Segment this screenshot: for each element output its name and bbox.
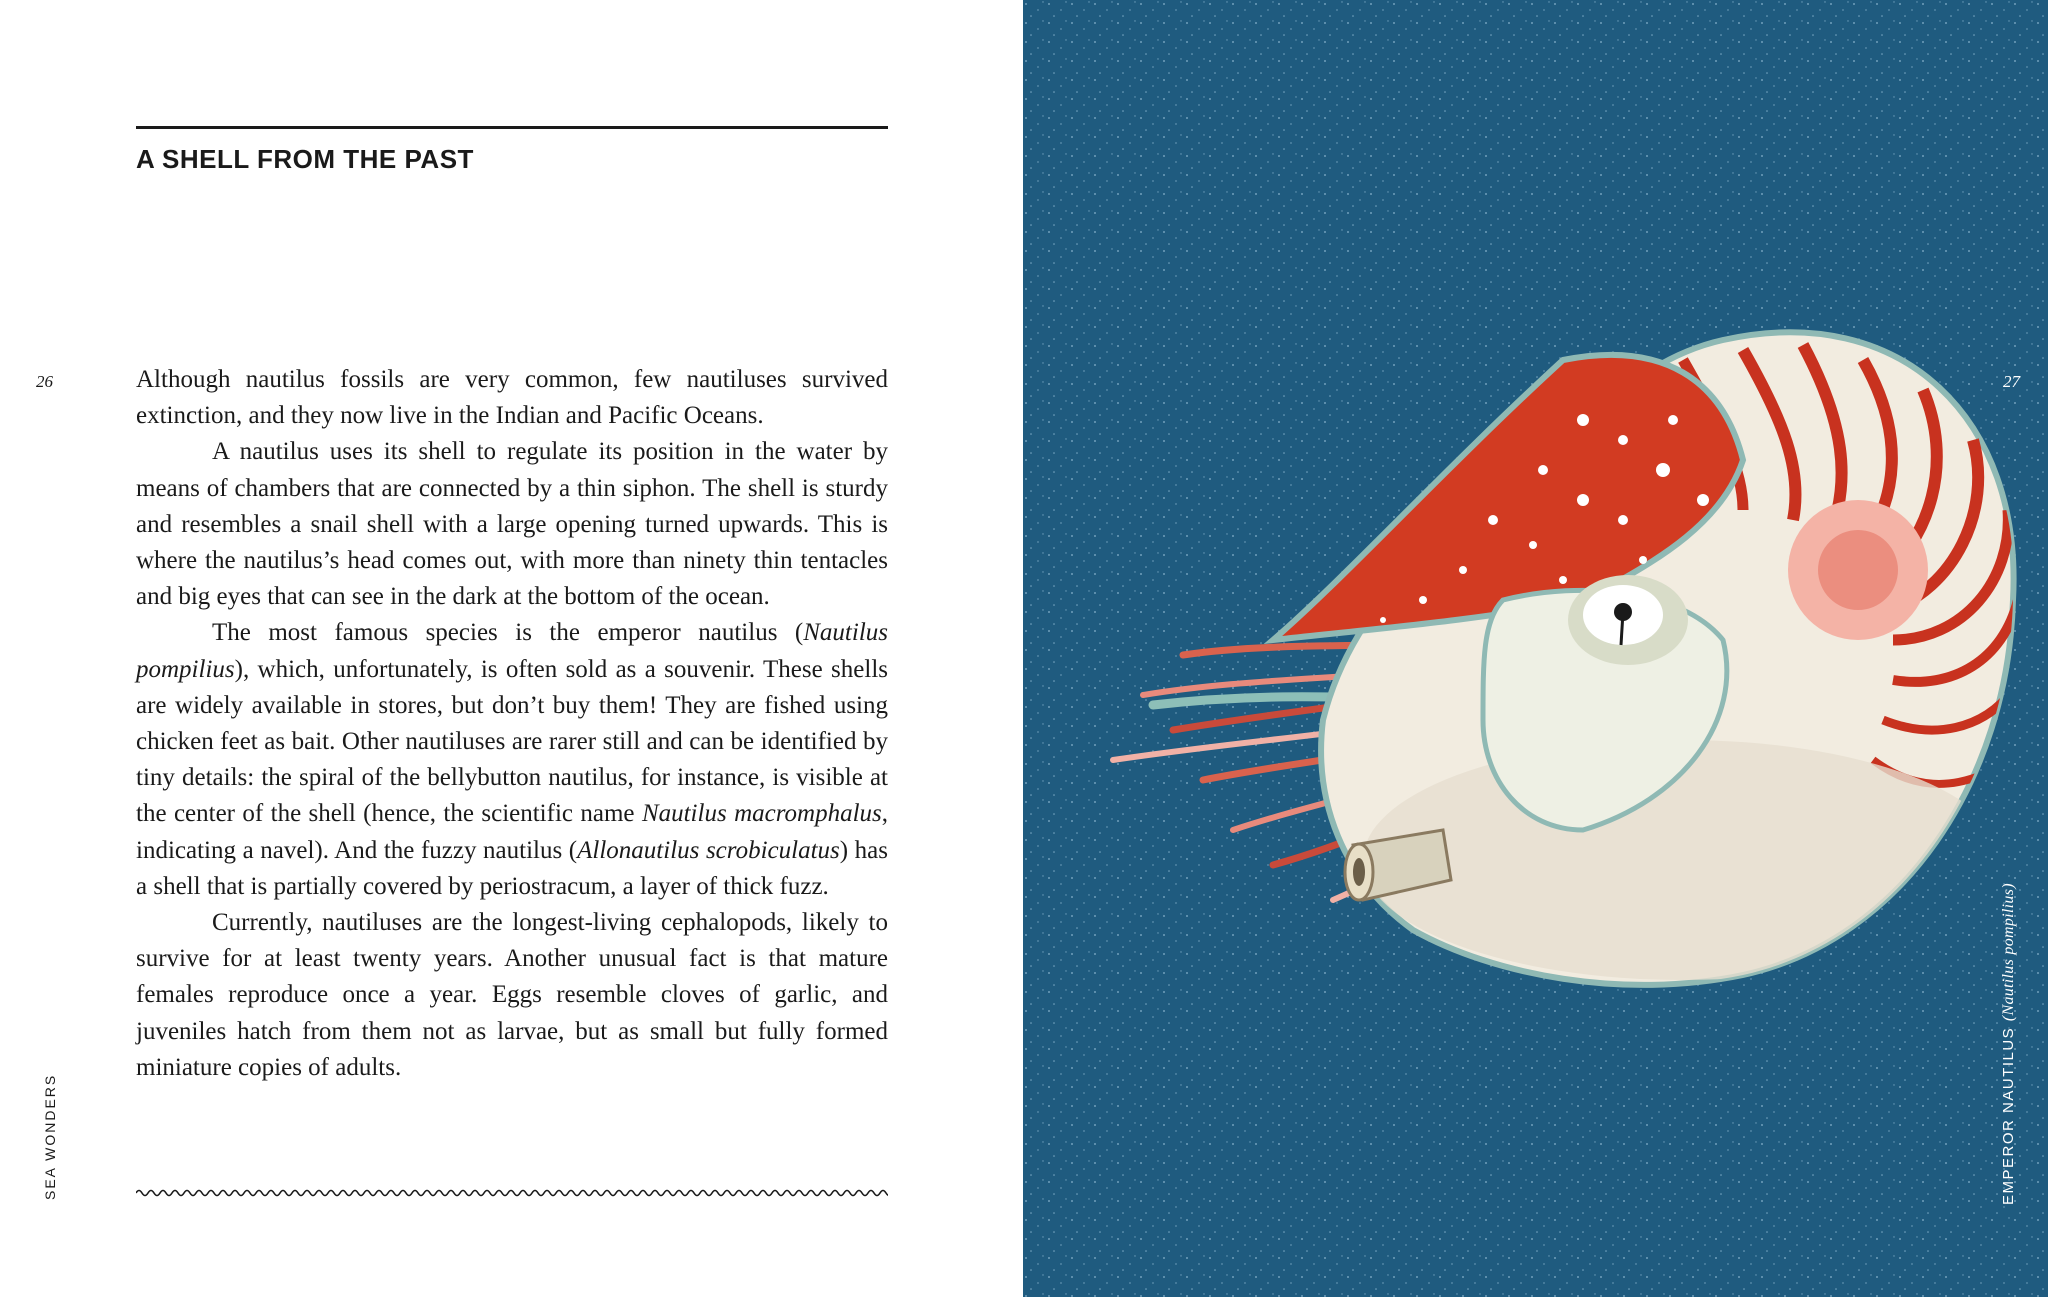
illustration-caption	[2000, 883, 2018, 1205]
right-page	[1023, 0, 2048, 1297]
paragraph-3-text-c: ), which, unfortunately, is often sold as a souvenir. These shells are widely available in stores, but don’t buy them! They are fished using chicken feet as bait. Other nautiluses are rarer still and can be identified by tiny details: the spiral of the bellybutton nautilus, for instance, is visible at the center of the shell (hence, the scientific name	[136, 655, 888, 828]
running-head: SEA WONDERS	[42, 1073, 58, 1200]
nautilus-illustration	[1023, 0, 2048, 1297]
body-text	[136, 362, 888, 1086]
caption-common-name: EMPEROR NAUTILUS	[2000, 1021, 2017, 1205]
paragraph-4: Currently, nautiluses are the longest-living cephalopods, likely to survive for at least twenty years. Another unusual fact is that mature females reproduce once a year. Eggs resemble cloves of garlic, and juveniles hatch from them not as larvae, but as small but fully formed miniature copies of adults.	[136, 909, 888, 1081]
species-name-macromphalus: Nautilus macromphalus	[641, 800, 882, 828]
species-name-pompilius: Nautilus pompilius	[136, 619, 888, 683]
wavy-divider	[136, 1186, 888, 1200]
left-page	[0, 0, 1023, 1297]
paragraph-1: Although nautilus fossils are very common, few nautiluses survived extinction, and they now live in the Indian and Pacific Oceans.	[136, 366, 888, 430]
paragraph-3-text-e: , indicating a navel). And the fuzzy nautilus (	[136, 800, 889, 864]
species-name-scrobiculatus: Allonautilus scrobiculatus	[577, 836, 840, 864]
paragraph-2: A nautilus uses its shell to regulate its position in the water by means of chambers that are connected by a thin siphon. The shell is sturdy and resembles a snail shell with a large opening turned upwards. This is where the nautilus’s head comes out, with more than ninety thin tentacles and big eyes that can see in the dark at the bottom of the ocean.	[136, 438, 888, 611]
page-number-right: 27	[2003, 372, 2020, 391]
caption-scientific-name: (Nautilus pompilius)	[2000, 883, 2017, 1022]
page-number-left: 26	[36, 372, 53, 391]
paragraph-3-text-a: The most famous species is the emperor nautilus (	[212, 619, 804, 647]
page-title: A SHELL FROM THE PAST	[136, 144, 474, 174]
paragraph-3	[136, 615, 888, 905]
paragraph-3-text-g: ) has a shell that is partially covered by periostracum, a layer of thick fuzz.	[136, 836, 888, 900]
title-rule	[136, 126, 888, 129]
